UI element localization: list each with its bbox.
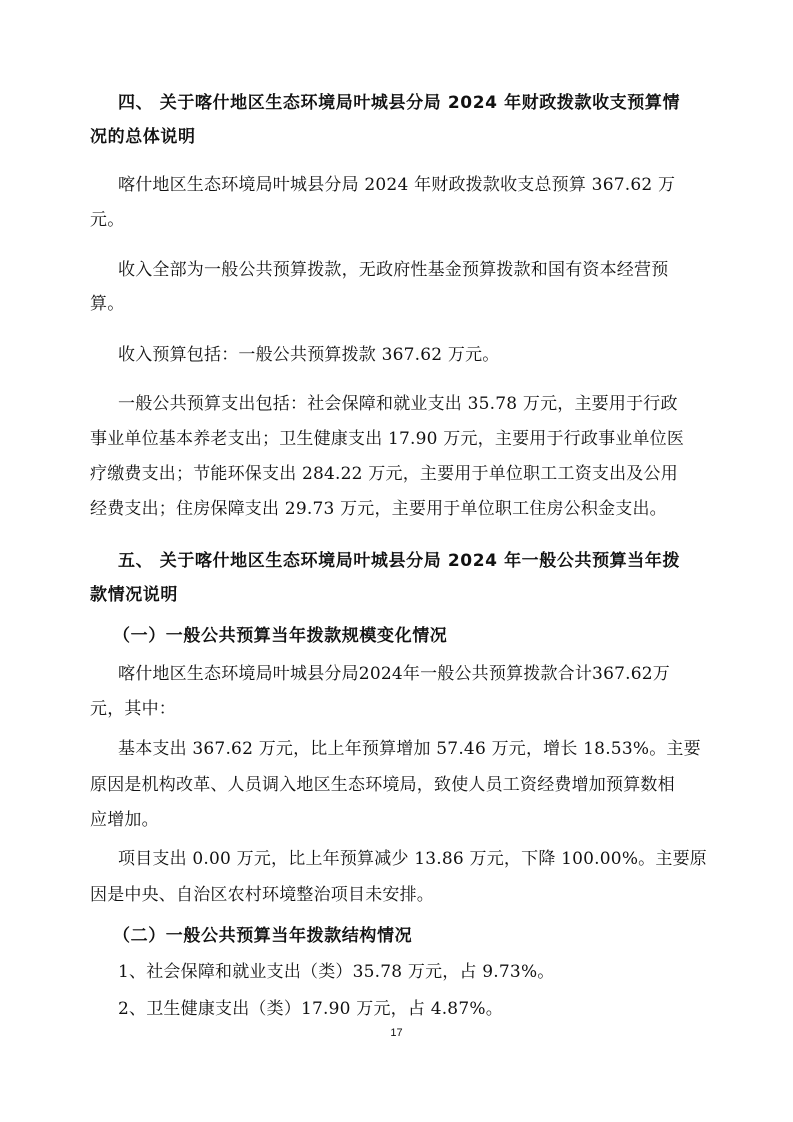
income-budget-paragraph: 收入预算包括：一般公共预算拨款 367.62 万元。	[118, 345, 500, 365]
basic-expenditure-paragraph-line-2: 原因是机构改革、人员调入地区生态环境局，致使人员工资经费增加预算数相	[90, 775, 675, 795]
basic-expenditure-paragraph-line-3: 应增加。	[90, 810, 159, 830]
expenditure-paragraph-line-4: 经费支出；住房保障支出 29.73 万元，主要用于单位职工住房公积金支出。	[90, 499, 667, 519]
page-number: 17	[390, 1027, 403, 1039]
expenditure-paragraph-line-3: 疗缴费支出；节能环保支出 284.22 万元，主要用于单位职工工资支出及公用	[90, 464, 678, 484]
structure-item-1: 1、社会保障和就业支出（类）35.78 万元，占 9.73%。	[118, 962, 555, 982]
project-expenditure-paragraph-line-2: 因是中央、自治区农村环境整治项目未安排。	[90, 885, 434, 905]
section-4-heading-line-2: 况的总体说明	[90, 127, 196, 147]
section-5-heading-line-1: 五、 关于喀什地区生态环境局叶城县分局 2024 年一般公共预算当年拨	[118, 551, 681, 571]
scale-paragraph-line-2: 元，其中：	[90, 699, 176, 719]
total-budget-paragraph-line-2: 元。	[90, 210, 125, 230]
structure-item-2: 2、卫生健康支出（类）17.90 万元，占 4.87%。	[118, 999, 503, 1019]
total-budget-paragraph-line-1: 喀什地区生态环境局叶城县分局 2024 年财政拨款收支总预算 367.62 万	[118, 175, 676, 195]
basic-expenditure-paragraph-line-1: 基本支出 367.62 万元，比上年预算增加 57.46 万元，增长 18.53%。主要	[118, 739, 701, 759]
income-paragraph-line-1: 收入全部为一般公共预算拨款，无政府性基金预算拨款和国有资本经营预	[118, 260, 669, 280]
section-4-heading-line-1: 四、 关于喀什地区生态环境局叶城县分局 2024 年财政拨款收支预算情	[118, 93, 681, 113]
expenditure-paragraph-line-1: 一般公共预算支出包括：社会保障和就业支出 35.78 万元，主要用于行政	[118, 394, 678, 414]
subsection-1-heading: （一）一般公共预算当年拨款规模变化情况	[113, 626, 448, 646]
expenditure-paragraph-line-2: 事业单位基本养老支出；卫生健康支出 17.90 万元，主要用于行政事业单位医	[90, 429, 685, 449]
income-paragraph-line-2: 算。	[90, 294, 125, 314]
scale-paragraph-line-1: 喀什地区生态环境局叶城县分局2024年一般公共预算拨款合计367.62万	[118, 664, 670, 684]
subsection-2-heading: （二）一般公共预算当年拨款结构情况	[113, 926, 413, 946]
section-5-heading-line-2: 款情况说明	[90, 585, 178, 605]
project-expenditure-paragraph-line-1: 项目支出 0.00 万元，比上年预算减少 13.86 万元，下降 100.00%。主要原	[118, 849, 707, 869]
